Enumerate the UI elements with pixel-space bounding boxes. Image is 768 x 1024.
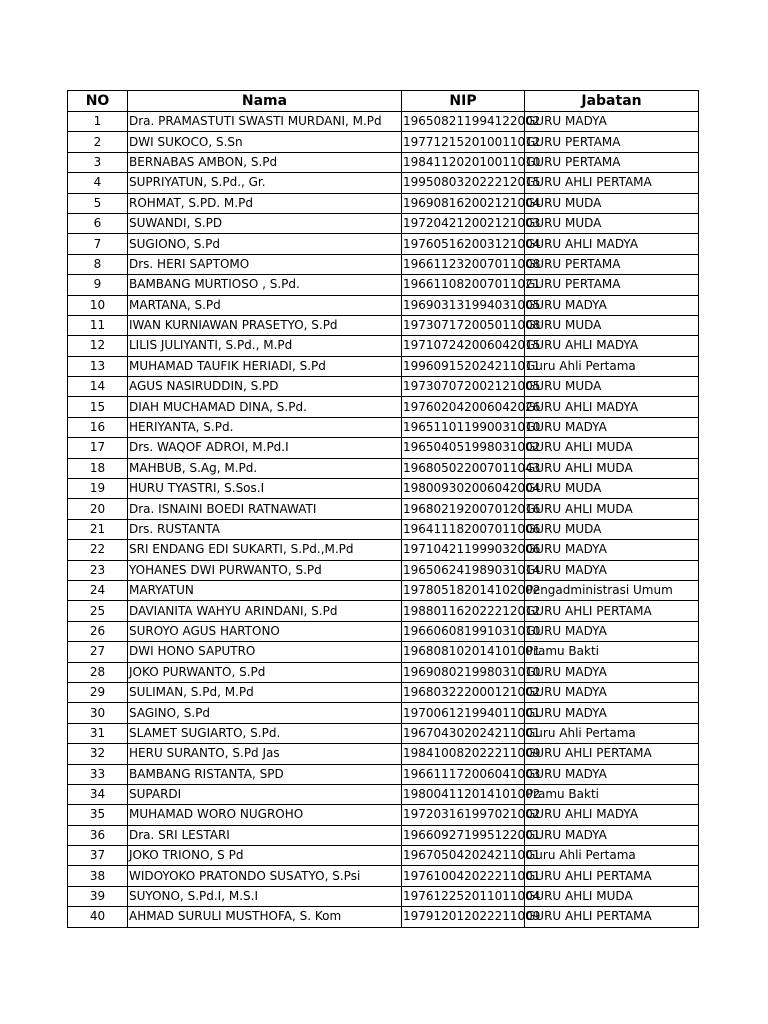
cell-nip: 197204212002121003 (402, 213, 525, 233)
cell-jabatan: GURU MADYA (525, 560, 699, 580)
cell-nip: 197712152010011012 (402, 132, 525, 152)
cell-nip: 196511011990031010 (402, 417, 525, 437)
cell-jabatan: GURU PERTAMA (525, 152, 699, 172)
cell-jabatan: GURU AHLI MUDA (525, 438, 699, 458)
cell-no: 39 (68, 886, 128, 906)
table-row (68, 846, 699, 866)
cell-jabatan: GURU AHLI MUDA (525, 886, 699, 906)
cell-no: 19 (68, 479, 128, 499)
cell-nama: MARYATUN (128, 580, 402, 600)
cell-jabatan: GURU AHLI MADYA (525, 234, 699, 254)
cell-jabatan: Guru Ahli Pertama (525, 723, 699, 743)
cell-jabatan: GURU AHLI PERTAMA (525, 173, 699, 193)
cell-jabatan: GURU MUDA (525, 377, 699, 397)
cell-nip: 196803222000121002 (402, 682, 525, 702)
cell-nama: AGUS NASIRUDDIN, S.PD (128, 377, 402, 397)
cell-nip: 197203161997021002 (402, 805, 525, 825)
table-row (68, 784, 699, 804)
cell-jabatan: GURU MUDA (525, 315, 699, 335)
table-row (68, 825, 699, 845)
cell-jabatan: GURU MADYA (525, 621, 699, 641)
table-row (68, 723, 699, 743)
cell-nip: 196705042024211001 (402, 846, 525, 866)
cell-nama: AHMAD SURULI MUSTHOFA, S. Kom (128, 907, 402, 927)
table-row (68, 886, 699, 906)
cell-nip: 198410082022211009 (402, 744, 525, 764)
cell-no: 28 (68, 662, 128, 682)
cell-nip: 199508032022212015 (402, 173, 525, 193)
cell-nama: BAMBANG MURTIOSO , S.Pd. (128, 275, 402, 295)
cell-no: 7 (68, 234, 128, 254)
cell-no: 40 (68, 907, 128, 927)
cell-no: 32 (68, 744, 128, 764)
cell-no: 15 (68, 397, 128, 417)
table-row (68, 662, 699, 682)
cell-nama: HERU SURANTO, S.Pd Jas (128, 744, 402, 764)
cell-no: 25 (68, 601, 128, 621)
cell-nama: BERNABAS AMBON, S.Pd (128, 152, 402, 172)
table-row (68, 193, 699, 213)
cell-no: 31 (68, 723, 128, 743)
cell-nip: 197610042022211001 (402, 866, 525, 886)
cell-nama: SUROYO AGUS HARTONO (128, 621, 402, 641)
cell-nama: SUWANDI, S.PD (128, 213, 402, 233)
cell-jabatan: GURU PERTAMA (525, 254, 699, 274)
cell-no: 8 (68, 254, 128, 274)
cell-nama: Drs. HERI SAPTOMO (128, 254, 402, 274)
cell-nama: Dra. ISNAINI BOEDI RATNAWATI (128, 499, 402, 519)
table-row (68, 356, 699, 376)
cell-jabatan: Pengadministrasi Umum (525, 580, 699, 600)
cell-no: 14 (68, 377, 128, 397)
cell-nip: 196805022007011043 (402, 458, 525, 478)
cell-nama: Dra. PRAMASTUTI SWASTI MURDANI, M.Pd (128, 112, 402, 132)
table-row (68, 479, 699, 499)
cell-nip: 198801162022212012 (402, 601, 525, 621)
cell-nama: SUPRIYATUN, S.Pd., Gr. (128, 173, 402, 193)
table-row (68, 438, 699, 458)
cell-nip: 196609271995122001 (402, 825, 525, 845)
cell-nip: 196508211994122002 (402, 112, 525, 132)
cell-nama: LILIS JULIYANTI, S.Pd., M.Pd (128, 336, 402, 356)
cell-nama: SRI ENDANG EDI SUKARTI, S.Pd.,M.Pd (128, 540, 402, 560)
cell-jabatan: GURU MADYA (525, 540, 699, 560)
cell-nip: 198004112014101002 (402, 784, 525, 804)
cell-nama: DAVIANITA WAHYU ARINDANI, S.Pd (128, 601, 402, 621)
header-nip: NIP (402, 91, 525, 112)
header-nama: Nama (128, 91, 402, 112)
cell-no: 6 (68, 213, 128, 233)
cell-jabatan: GURU MUDA (525, 479, 699, 499)
table-row (68, 703, 699, 723)
table-row (68, 621, 699, 641)
cell-jabatan: GURU MUDA (525, 519, 699, 539)
table-row (68, 213, 699, 233)
employee-table (67, 90, 699, 928)
cell-no: 38 (68, 866, 128, 886)
cell-no: 30 (68, 703, 128, 723)
cell-jabatan: GURU PERTAMA (525, 132, 699, 152)
cell-no: 24 (68, 580, 128, 600)
table-row (68, 744, 699, 764)
cell-nip: 196506241989031014 (402, 560, 525, 580)
cell-jabatan: GURU MADYA (525, 295, 699, 315)
cell-nama: BAMBANG RISTANTA, SPD (128, 764, 402, 784)
cell-nama: DWI HONO SAPUTRO (128, 642, 402, 662)
cell-nama: YOHANES DWI PURWANTO, S.Pd (128, 560, 402, 580)
cell-jabatan: Pramu Bakti (525, 784, 699, 804)
table-row (68, 866, 699, 886)
table-row (68, 642, 699, 662)
cell-jabatan: Pramu Bakti (525, 642, 699, 662)
cell-nama: DIAH MUCHAMAD DINA, S.Pd. (128, 397, 402, 417)
cell-jabatan: GURU AHLI MUDA (525, 499, 699, 519)
cell-nama: SAGINO, S.Pd (128, 703, 402, 723)
table-header-row (68, 91, 699, 112)
cell-no: 36 (68, 825, 128, 845)
cell-nama: JOKO PURWANTO, S.Pd (128, 662, 402, 682)
cell-no: 2 (68, 132, 128, 152)
cell-nip: 196903131994031005 (402, 295, 525, 315)
cell-nip: 197307172005011008 (402, 315, 525, 335)
table-row (68, 315, 699, 335)
cell-no: 29 (68, 682, 128, 702)
cell-nip: 196808102014101001 (402, 642, 525, 662)
cell-jabatan: GURU PERTAMA (525, 275, 699, 295)
cell-no: 21 (68, 519, 128, 539)
cell-no: 34 (68, 784, 128, 804)
cell-no: 35 (68, 805, 128, 825)
table-row (68, 519, 699, 539)
table-row (68, 764, 699, 784)
cell-nama: HURU TYASTRI, S.Sos.I (128, 479, 402, 499)
table-row (68, 112, 699, 132)
table-row (68, 907, 699, 927)
cell-nip: 196908162002121004 (402, 193, 525, 213)
table-row (68, 275, 699, 295)
cell-jabatan: GURU AHLI PERTAMA (525, 866, 699, 886)
cell-nama: Dra. SRI LESTARI (128, 825, 402, 845)
cell-nip: 196802192007012016 (402, 499, 525, 519)
cell-no: 10 (68, 295, 128, 315)
cell-jabatan: GURU MADYA (525, 682, 699, 702)
table-row (68, 132, 699, 152)
table-row (68, 540, 699, 560)
cell-jabatan: GURU AHLI MADYA (525, 805, 699, 825)
cell-nama: MUHAMAD WORO NUGROHO (128, 805, 402, 825)
cell-no: 9 (68, 275, 128, 295)
cell-nama: HERIYANTA, S.Pd. (128, 417, 402, 437)
cell-nip: 197612252011011004 (402, 886, 525, 906)
cell-nip: 196704302024211001 (402, 723, 525, 743)
cell-jabatan: GURU AHLI PERTAMA (525, 907, 699, 927)
cell-no: 13 (68, 356, 128, 376)
cell-nama: Drs. WAQOF ADROI, M.Pd.I (128, 438, 402, 458)
table-row (68, 417, 699, 437)
header-jabatan: Jabatan (525, 91, 699, 112)
cell-jabatan: GURU AHLI MADYA (525, 397, 699, 417)
table-row (68, 234, 699, 254)
cell-jabatan: GURU MADYA (525, 417, 699, 437)
cell-no: 26 (68, 621, 128, 641)
cell-nip: 197912012022211009 (402, 907, 525, 927)
cell-nama: JOKO TRIONO, S Pd (128, 846, 402, 866)
cell-jabatan: GURU MADYA (525, 662, 699, 682)
cell-nip: 196606081991031010 (402, 621, 525, 641)
cell-nama: MAHBUB, S.Ag, M.Pd. (128, 458, 402, 478)
cell-jabatan: GURU MUDA (525, 213, 699, 233)
cell-jabatan: GURU AHLI MUDA (525, 458, 699, 478)
cell-nip: 197107242006042015 (402, 336, 525, 356)
cell-jabatan: GURU AHLI PERTAMA (525, 744, 699, 764)
table-row (68, 458, 699, 478)
table-row (68, 377, 699, 397)
cell-nip: 197307072002121005 (402, 377, 525, 397)
cell-no: 4 (68, 173, 128, 193)
cell-jabatan: GURU MADYA (525, 703, 699, 723)
table-row (68, 336, 699, 356)
cell-jabatan: GURU MUDA (525, 193, 699, 213)
cell-no: 5 (68, 193, 128, 213)
table-row (68, 560, 699, 580)
cell-nama: SULIMAN, S.Pd, M.Pd (128, 682, 402, 702)
cell-nip: 197602042006042026 (402, 397, 525, 417)
cell-jabatan: GURU MADYA (525, 825, 699, 845)
table-body (68, 112, 699, 928)
cell-no: 23 (68, 560, 128, 580)
cell-no: 3 (68, 152, 128, 172)
cell-nama: Drs. RUSTANTA (128, 519, 402, 539)
cell-jabatan: GURU MADYA (525, 764, 699, 784)
cell-no: 17 (68, 438, 128, 458)
header-no: NO (68, 91, 128, 112)
cell-nama: MUHAMAD TAUFIK HERIADI, S.Pd (128, 356, 402, 376)
table-row (68, 397, 699, 417)
cell-nama: IWAN KURNIAWAN PRASETYO, S.Pd (128, 315, 402, 335)
cell-nip: 196908021998031010 (402, 662, 525, 682)
table-row (68, 173, 699, 193)
table-row (68, 805, 699, 825)
cell-no: 18 (68, 458, 128, 478)
cell-nama: DWI SUKOCO, S.Sn (128, 132, 402, 152)
cell-nama: WIDOYOKO PRATONDO SUSATYO, S.Psi (128, 866, 402, 886)
cell-no: 22 (68, 540, 128, 560)
cell-nip: 197104211999032006 (402, 540, 525, 560)
cell-nip: 196611232007011008 (402, 254, 525, 274)
cell-jabatan: GURU AHLI MADYA (525, 336, 699, 356)
cell-nama: MARTANA, S.Pd (128, 295, 402, 315)
cell-no: 11 (68, 315, 128, 335)
cell-nip: 196504051998031002 (402, 438, 525, 458)
cell-no: 20 (68, 499, 128, 519)
table-row (68, 295, 699, 315)
cell-nama: SUYONO, S.Pd.I, M.S.I (128, 886, 402, 906)
cell-no: 1 (68, 112, 128, 132)
table-row (68, 601, 699, 621)
table-row (68, 254, 699, 274)
cell-no: 27 (68, 642, 128, 662)
cell-nip: 196411182007011006 (402, 519, 525, 539)
cell-nip: 199609152024211011 (402, 356, 525, 376)
cell-no: 33 (68, 764, 128, 784)
table-row (68, 682, 699, 702)
cell-no: 37 (68, 846, 128, 866)
cell-nip: 198009302006042004 (402, 479, 525, 499)
cell-nip: 196611172006041003 (402, 764, 525, 784)
cell-no: 16 (68, 417, 128, 437)
cell-nip: 197605162003121004 (402, 234, 525, 254)
table-row (68, 499, 699, 519)
cell-jabatan: Guru Ahli Pertama (525, 356, 699, 376)
cell-nama: SUPARDI (128, 784, 402, 804)
cell-no: 12 (68, 336, 128, 356)
cell-nip: 198411202010011010 (402, 152, 525, 172)
cell-nama: SLAMET SUGIARTO, S.Pd. (128, 723, 402, 743)
table-row (68, 152, 699, 172)
cell-nip: 197006121994011001 (402, 703, 525, 723)
cell-nip: 196611082007011021 (402, 275, 525, 295)
cell-nip: 197805182014102002 (402, 580, 525, 600)
cell-nama: SUGIONO, S.Pd (128, 234, 402, 254)
cell-jabatan: Guru Ahli Pertama (525, 846, 699, 866)
cell-jabatan: GURU AHLI PERTAMA (525, 601, 699, 621)
cell-jabatan: GURU MADYA (525, 112, 699, 132)
cell-nama: ROHMAT, S.PD. M.Pd (128, 193, 402, 213)
table-row (68, 580, 699, 600)
